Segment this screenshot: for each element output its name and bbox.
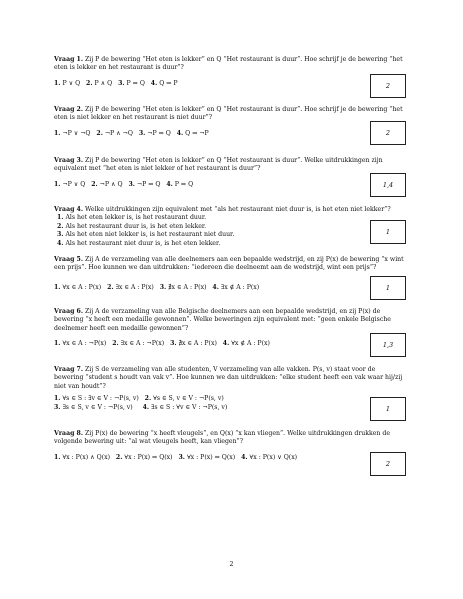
question-text: Zij P de bewering “Het eten is lekker” en Q “Het restaurant is duur”. Welke uitdrukkingen zijn equivalent met “het eten is niet lekker of het restaurant is duur”? [54, 157, 383, 173]
question-5 [54, 256, 404, 291]
option-4: Q ⇒ ¬P [185, 130, 209, 137]
question-4 [54, 206, 404, 248]
options: 1. ∀s ∈ S : ∃v ∈ V : ¬P(s, v) 2. ∀s ∈ S, v ∈ V : ¬P(s, v) 3. ∃s ∈ S, v ∈ V : ¬P(s, v) 4. ∃s ∈ S : ∀v ∈ V : ¬P(s, v) [54, 395, 228, 411]
options: 1. ∀x ∈ A : P(x) 2. ∃x ∈ A : P(x) 3. ∄x ∈ A : P(x) 4. ∃x ∉ A : P(x) [54, 284, 260, 291]
option-3: ∄x ∈ A : P(x) [168, 284, 207, 291]
question-text: Zij A de verzameling van alle deelnemers aan een bepaalde wedstrijd, en zij P(x) de bewering “x wint een prijs”. Hoe kunnen we dan uitdrukken: “iedereen die deelneemt aan de wedstrijd, wint een prijs”? [54, 256, 404, 272]
option-1: ¬P ∨ ¬Q [62, 130, 91, 137]
option-3: P ⇒ Q [126, 80, 145, 87]
question-label: Vraag 2. [54, 106, 84, 113]
answer-box-4 [370, 220, 406, 244]
question-text: Zij S de verzameling van alle studenten, V verzameling van alle vakken. P(s, v) staat voor de bewering “student s houdt van vak v”. Hoe kunnen we dan uitdrukken: “elke student heeft een vak waar hij/zij niet van houdt”? [54, 366, 403, 390]
option-2: ∃x ∈ A : P(x) [115, 284, 154, 291]
answer-box-8 [370, 452, 406, 476]
answer-value: 1,4 [382, 180, 394, 189]
answer-box-3 [370, 173, 406, 197]
question-label: Vraag 7. [54, 366, 84, 373]
list-item: 2. Als het restaurant duur is, is het eten lekker. [57, 222, 207, 230]
question-text: Welke uitdrukkingen zijn equivalent met “als het restaurant niet duur is, is het eten niet lekker”? [85, 206, 391, 213]
question-label: Vraag 4. [54, 206, 84, 213]
answer-box-1 [370, 74, 406, 98]
option-3: ∃s ∈ S, v ∈ V : ¬P(s, v) [62, 404, 133, 411]
options: 1. ¬P ∨ Q 2. ¬P ∧ Q 3. ¬P ⇒ Q 4. P ⇒ Q [54, 181, 194, 188]
option-2: ¬P ∧ ¬Q [104, 130, 133, 137]
option-3: ¬P ⇒ Q [147, 130, 171, 137]
list-item: 3. Als het eten niet lekker is, is het restaurant niet duur. [57, 231, 235, 239]
option-4: ∀x : P(x) ∨ Q(x) [249, 454, 298, 461]
question-text: Zij P de bewering “Het eten is lekker” en Q “Het restaurant is duur”. Hoe schrijf je de bewering “het eten is niet lekker en het restaurant is niet duur”? [54, 106, 403, 122]
answer-box-2 [370, 121, 406, 145]
option-3: ∄x ∈ A : P(x) [178, 340, 217, 347]
list-item: 1. Als het eten lekker is, is het restaurant duur. [57, 214, 207, 222]
options: 1. P ∨ Q 2. P ∧ Q 3. P ⇒ Q 4. Q ⇒ P [54, 80, 178, 87]
option-1: ¬P ∨ Q [62, 181, 86, 188]
question-label: Vraag 1. [54, 56, 84, 63]
answer-value: 1 [385, 404, 391, 413]
option-4: ∃s ∈ S : ∀v ∈ V : ¬P(s, v) [151, 404, 228, 411]
options: 1. ∀x ∈ A : ¬P(x) 2. ∃x ∈ A : ¬P(x) 3. ∄x ∈ A : P(x) 4. ∀x ∉ A : P(x) [54, 340, 270, 347]
answer-value: 1,3 [382, 340, 394, 349]
answer-box-7 [370, 397, 406, 421]
statement-list [54, 214, 404, 248]
option-1: ∀s ∈ S : ∃v ∈ V : ¬P(s, v) [62, 395, 139, 402]
question-label: Vraag 3. [54, 157, 84, 164]
option-2: P ∧ Q [94, 80, 113, 87]
answer-box-5 [370, 276, 406, 300]
answer-value: 1 [385, 227, 391, 236]
option-1: ∀x ∈ A : ¬P(x) [62, 340, 107, 347]
option-4: Q ⇒ P [159, 80, 178, 87]
list-item: 4. Als het restaurant niet duur is, is het eten lekker. [57, 239, 221, 247]
option-1: ∀x ∈ A : P(x) [62, 284, 102, 291]
question-7 [54, 366, 404, 411]
answer-value: 2 [385, 128, 391, 137]
option-3: ¬P ⇒ Q [136, 181, 161, 188]
question-1 [54, 56, 404, 87]
answer-box-6 [370, 333, 406, 357]
option-3: ∀x : P(x) ⇔ Q(x) [186, 454, 236, 461]
option-2: ∀x : P(x) ⇒ Q(x) [124, 454, 173, 461]
question-2 [54, 106, 404, 137]
option-1: P ∨ Q [62, 80, 81, 87]
options: 1. ∀x : P(x) ∧ Q(x) 2. ∀x : P(x) ⇒ Q(x) 3. ∀x : P(x) ⇔ Q(x) 4. ∀x : P(x) ∨ Q(x) [54, 454, 298, 461]
question-text: Zij P(x) de bewering “x heeft vleugels”, en Q(x) “x kan vliegen”. Welke uitdrukkingen drukken de volgende bewering uit: “al wat vleugels heeft, kan vliegen”? [54, 430, 390, 446]
option-4: P ⇒ Q [174, 181, 194, 188]
question-text: Zij A de verzameling van alle Belgische deelnemers aan een bepaalde wedstrijd, en zij P(x) de bewering “x heeft een medaille gewonnen”. Welke beweringen zijn equivalent met: “geen enkele Belgische deelnemer heeft een medaille gewonnen”? [54, 308, 391, 332]
question-label: Vraag 8. [54, 430, 84, 437]
options: 1. ¬P ∨ ¬Q 2. ¬P ∧ ¬Q 3. ¬P ⇒ Q 4. Q ⇒ ¬P [54, 130, 209, 137]
option-2: ¬P ∧ Q [99, 181, 123, 188]
option-1: ∀x : P(x) ∧ Q(x) [62, 454, 111, 461]
option-2: ∀s ∈ S, v ∈ V : ¬P(s, v) [153, 395, 224, 402]
question-label: Vraag 6. [54, 308, 84, 315]
question-8 [54, 430, 404, 461]
answer-value: 2 [385, 459, 391, 468]
question-label: Vraag 5. [54, 256, 84, 263]
option-4: ∃x ∉ A : P(x) [220, 284, 260, 291]
page-number: 2 [229, 560, 234, 568]
answer-value: 1 [385, 283, 391, 292]
answer-value: 2 [385, 81, 391, 90]
question-text: Zij P de bewering “Het eten is lekker” en Q “Het restaurant is duur”. Hoe schrijf je de bewering “het eten is lekker en het restaurant is duur”? [54, 56, 403, 72]
option-4: ∀x ∉ A : P(x) [231, 340, 270, 347]
option-2: ∃x ∈ A : ¬P(x) [120, 340, 165, 347]
